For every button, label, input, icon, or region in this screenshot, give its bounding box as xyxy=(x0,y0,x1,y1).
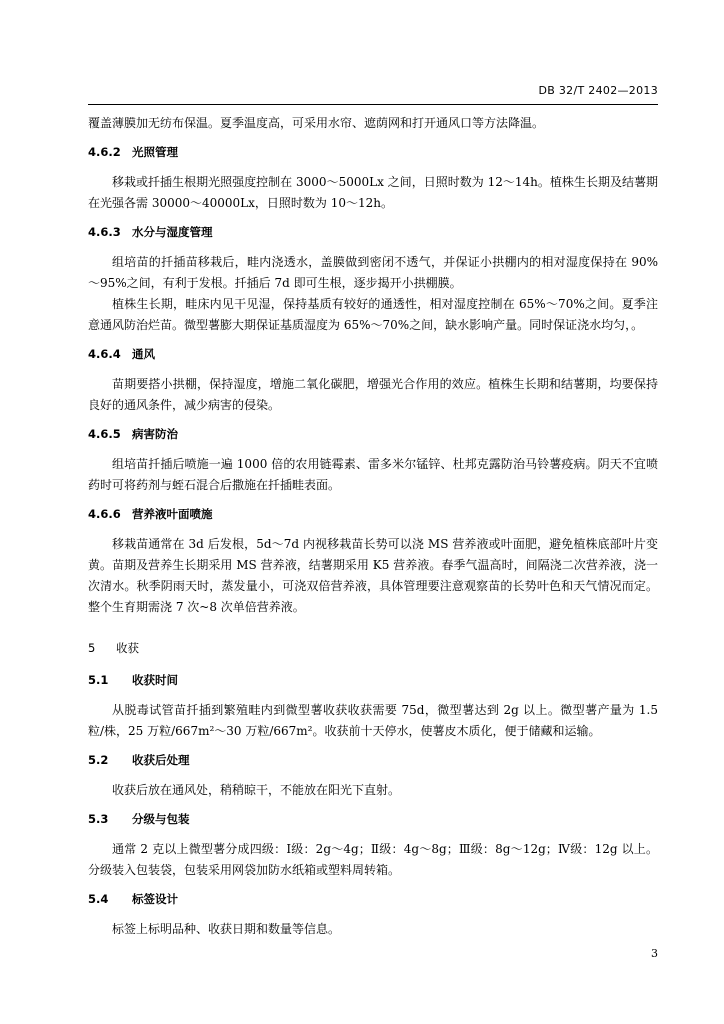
heading-number: 4.6.6 xyxy=(88,507,121,521)
paragraph: 植株生长期，畦床内见干见湿，保持基质有较好的通透性，相对湿度控制在 65%～70%之间。夏季注意通风防治烂苗。微型薯膨大期保证基质湿度为 65%～70%之间，缺水影响产量。同时保证浇水均匀，。 xyxy=(88,297,658,332)
heading-title: 收获后处理 xyxy=(132,753,190,767)
subsection-heading xyxy=(88,809,658,829)
heading-title: 收获 xyxy=(116,641,139,655)
subsection-heading xyxy=(88,142,658,162)
heading-title: 通风 xyxy=(132,347,155,361)
paragraph: 移栽苗通常在 3d 后发根，5d～7d 内视移栽苗长势可以浇 MS 营养液或叶面肥，避免植株底部叶片变黄。苗期及营养生长期采用 MS 营养液，结薯期采用 K5 营养液。春季气温高时，间隔浇二次营养液，浇一次清水。秋季阴雨天时，蒸发量小，可浇双倍营养液，具体管理要注意观察苗的长势叶色和天气情况而定。整个生育期需浇 7 次~8 次单倍营养液。 xyxy=(88,537,658,614)
subsection-heading xyxy=(88,670,658,690)
heading-title: 水分与湿度管理 xyxy=(132,225,213,239)
document-body xyxy=(88,113,658,946)
heading-number: 4.6.2 xyxy=(88,145,121,159)
heading-number: 5.2 xyxy=(88,753,109,767)
heading-title: 分级与包装 xyxy=(132,812,190,826)
heading-number: 4.6.4 xyxy=(88,347,121,361)
heading-number: 5.3 xyxy=(88,812,109,826)
subsection-heading xyxy=(88,222,658,242)
heading-number: 5 xyxy=(88,641,96,655)
paragraph: 标签上标明品种、收获日期和数量等信息。 xyxy=(112,922,341,936)
heading-title: 收获时间 xyxy=(132,673,178,687)
heading-number: 4.6.3 xyxy=(88,225,121,239)
paragraph: 从脱毒试管苗扦插到繁殖畦内到微型薯收获收获需要 75d，微型薯达到 2g 以上。微型薯产量为 1.5 粒/株，25 万粒/667m²～30 万粒/667m²。收获前十天停水，使薯皮木质化，便于储藏和运输。 xyxy=(88,703,658,738)
paragraph: 通常 2 克以上微型薯分成四级：Ⅰ级：2g～4g；Ⅱ级：4g～8g；Ⅲ级：8g～12g；Ⅳ级：12g 以上。分级装入包装袋，包装采用网袋加防水纸箱或塑料周转箱。 xyxy=(88,842,658,877)
heading-title: 标签设计 xyxy=(132,892,178,906)
header-rule xyxy=(88,104,658,105)
paragraph: 收获后放在通风处，稍稍晾干，不能放在阳光下直射。 xyxy=(112,783,401,797)
paragraph: 组培苗扦插后喷施一遍 1000 倍的农用链霉素、雷多米尔锰锌、杜邦克露防治马铃薯疫病。阴天不宜喷药时可将药剂与蛭石混合后撒施在扦插畦表面。 xyxy=(88,457,658,492)
heading-title: 营养液叶面喷施 xyxy=(132,507,213,521)
heading-number: 5.4 xyxy=(88,892,109,906)
subsection-heading xyxy=(88,889,658,909)
paragraph: 苗期要搭小拱棚，保持湿度，增施二氧化碳肥，增强光合作用的效应。植株生长期和结薯期，均要保持良好的通风条件，减少病害的侵染。 xyxy=(88,377,658,412)
paragraph: 组培苗的扦插苗移栽后，畦内浇透水，盖膜做到密闭不透气，并保证小拱棚内的相对湿度保持在 90%～95%之间，有利于发根。扦插后 7d 即可生根，逐步揭开小拱棚膜。 xyxy=(88,255,658,290)
heading-title: 病害防治 xyxy=(132,427,178,441)
paragraph: 移栽或扦插生根期光照强度控制在 3000～5000Lx 之间，日照时数为 12～14h。植株生长期及结薯期在光强各需 30000～40000Lx，日照时数为 10～12h。 xyxy=(88,175,658,210)
subsection-heading xyxy=(88,344,658,364)
paragraph: 覆盖薄膜加无纺布保温。夏季温度高，可采用水帘、遮荫网和打开通风口等方法降温。 xyxy=(88,116,545,130)
page-number: 3 xyxy=(651,947,658,960)
section-heading xyxy=(88,638,658,658)
subsection-heading xyxy=(88,504,658,524)
subsection-heading xyxy=(88,750,658,770)
document-code: DB 32/T 2402—2013 xyxy=(538,84,658,97)
heading-number: 4.6.5 xyxy=(88,427,121,441)
heading-title: 光照管理 xyxy=(132,145,178,159)
heading-number: 5.1 xyxy=(88,673,109,687)
subsection-heading xyxy=(88,424,658,444)
